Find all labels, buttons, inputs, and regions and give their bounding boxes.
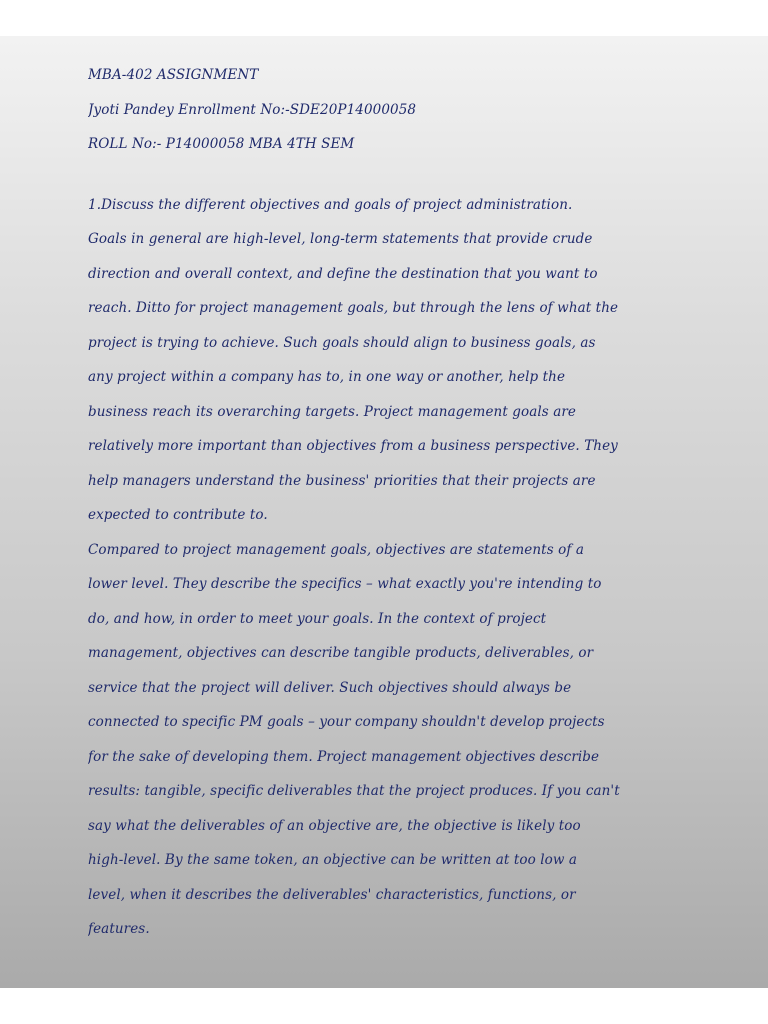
body-line: project is trying to achieve. Such goals should align to business goals, as [88, 334, 596, 351]
body-line: relatively more important than objectives from a business perspective. They [88, 438, 618, 454]
body-line: connected to specific PM goals – your company shouldn't develop projects [88, 714, 605, 730]
body-line: any project within a company has to, in one way or another, help the [88, 369, 566, 385]
body-line: expected to contribute to. [88, 507, 268, 523]
handwritten-text [88, 58, 712, 947]
body-line: help managers understand the business' priorities that their projects are [88, 472, 596, 489]
body-line: management, objectives can describe tangible products, deliverables, or [88, 645, 594, 661]
section-gap [88, 162, 712, 188]
body-line: lower level. They describe the specifics – what exactly you're intending to [88, 576, 602, 592]
header-enrollment: Jyoti Pandey Enrollment No:-SDE20P14000058 [88, 101, 417, 118]
body-line: level, when it describes the deliverables' characteristics, functions, or [88, 886, 576, 903]
body-line: features. [88, 921, 150, 937]
header-roll-number: ROLL No:- P14000058 MBA 4TH SEM [88, 136, 355, 152]
body-line: Goals in general are high-level, long-term statements that provide crude [88, 231, 593, 247]
body-line: reach. Ditto for project management goals, but through the lens of what the [88, 300, 619, 316]
body-line: service that the project will deliver. Such objectives should always be [88, 679, 572, 696]
body-line: do, and how, in order to meet your goals. In the context of project [88, 610, 547, 627]
body-line: say what the deliverables of an objective are, the objective is likely too [88, 817, 581, 834]
scanned-page [0, 36, 768, 988]
header-title: MBA-402 ASSIGNMENT [88, 67, 259, 83]
body-line: Compared to project management goals, objectives are statements of a [88, 541, 584, 558]
body-line: direction and overall context, and define the destination that you want to [88, 265, 598, 282]
body-line: high-level. By the same token, an objective can be written at too low a [88, 852, 578, 868]
body-line: business reach its overarching targets. Project management goals are [88, 403, 576, 420]
body-line: results: tangible, specific deliverables that the project produces. If you can't [88, 783, 620, 799]
question-heading: 1.Discuss the different objectives and goals of project administration. [88, 196, 573, 213]
body-line: for the sake of developing them. Project management objectives describe [88, 748, 600, 765]
